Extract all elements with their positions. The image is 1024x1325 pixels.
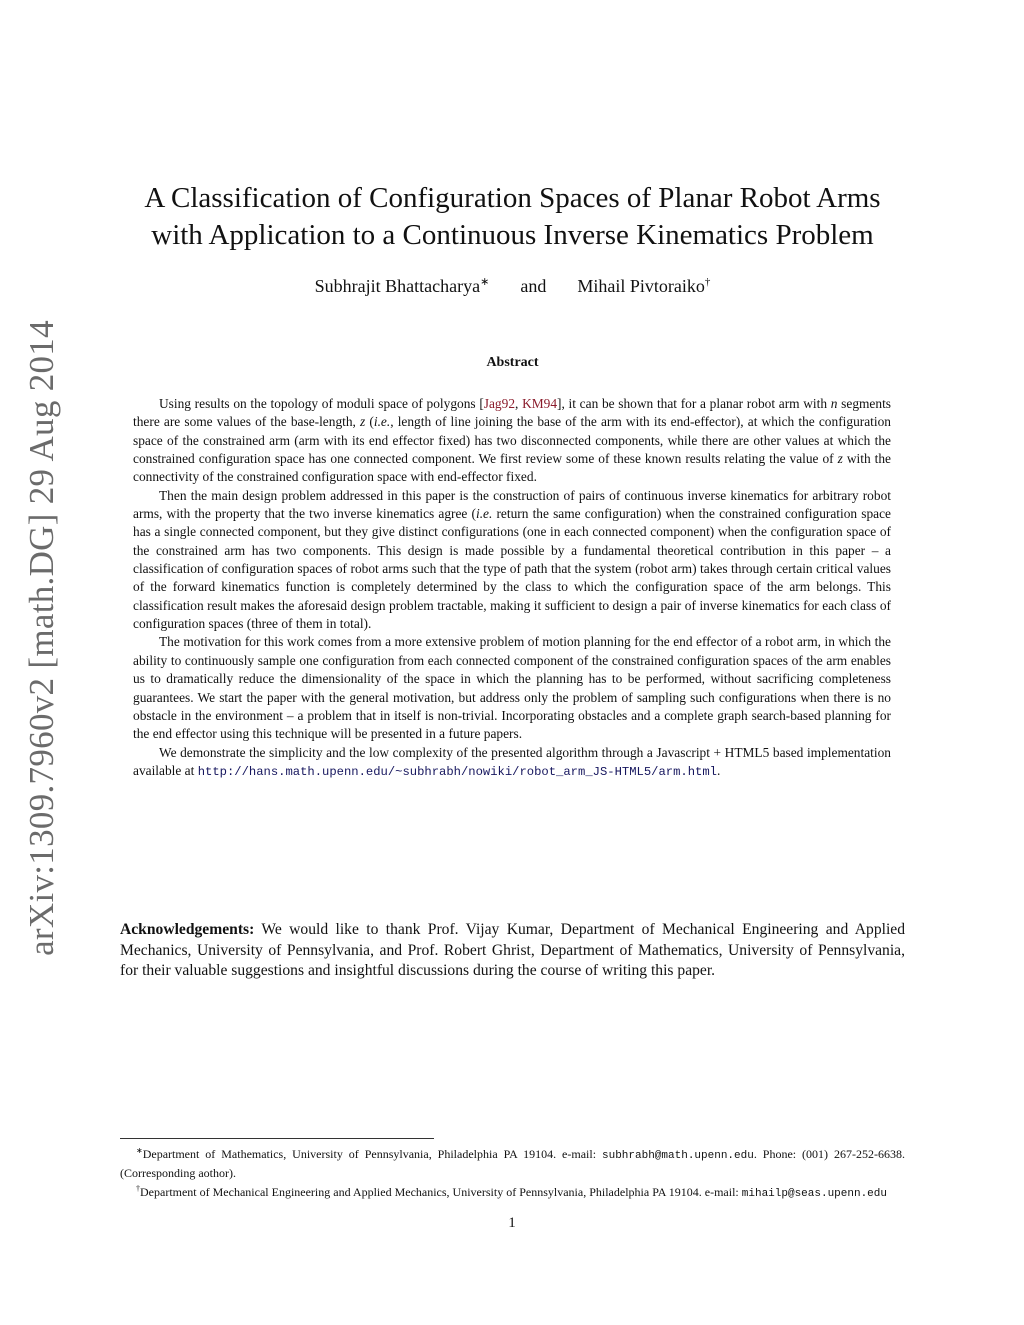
arxiv-identifier-stamp: arXiv:1309.7960v2 [math.DG] 29 Aug 2014	[22, 320, 61, 956]
math-z: z	[360, 414, 366, 430]
author-1: Subhrajit Bhattacharya	[314, 276, 481, 296]
footnote-1: ∗Department of Mathematics, University of Pennsylvania, Philadelphia PA 19104. e-mail: subhrabh@math.upenn.edu. Phone: (001) 267-252-6638. (Corresponding aothor).	[120, 1146, 905, 1180]
author-1-footnote-mark: ∗	[480, 276, 490, 288]
author-list	[120, 275, 905, 297]
author-conjunction: and	[520, 276, 547, 296]
footnotes	[120, 1143, 905, 1203]
footnote-divider	[120, 1138, 434, 1139]
title-line-1: A Classification of Configuration Spaces of Planar Robot Arms	[144, 182, 881, 214]
title-line-2: with Application to a Continuous Inverse Kinematics Problem	[151, 219, 874, 251]
page-number: 1	[508, 1215, 516, 1231]
implementation-url-link[interactable]: http://hans.math.upenn.edu/~subhrabh/nowiki/robot_arm_JS-HTML5/arm.html	[197, 764, 717, 779]
math-n: n	[830, 396, 838, 411]
abstract-paragraph-2: Then the main design problem addressed in this paper is the construction of pairs of continuous inverse kinematics for arbitrary robot arms, with the property that the two inverse kinematics agree (i.e. return the same configuration) when the constrained configuration space has a single connected component, but they give distinct configurations (one in each connected component) when the configuration space of the constrained arm has two components. This design is made possible by a fundamental theoretical contribution in this paper – a classification of configuration spaces of robot arms such that the type of path that the system (robot arm) takes through certain critical values of the forward kinematics function is completely determined by the class to which the configuration space of the arm belongs. This classification result makes the aforesaid design problem tractable, making it sufficient to design a pair of inverse kinematics for each class of configuration spaces (three of them in total).	[133, 487, 891, 632]
email-bhattacharya: subhrabh@math.upenn.edu	[602, 1150, 754, 1162]
citation-km94[interactable]: KM94	[522, 396, 558, 411]
abstract-paragraph-1: Using results on the topology of moduli space of polygons [Jag92, KM94], it can be shown that for a planar robot arm with n segments there are some values of the base-length, z (i.e., length of line joining the base of the arm with its end-effector), at which the configuration space of the constrained arm (arm with its end effector fixed) has two disconnected components, while there are other values at which the constrained configuration space has one connected component. We first review some of these known results relating the value of z with the connectivity of the constrained configuration space with end-effector fixed.	[133, 396, 892, 485]
acknowledgements-label: Acknowledgements:	[120, 921, 255, 938]
math-z: z	[837, 451, 843, 467]
acknowledgements	[120, 920, 905, 982]
abstract-body	[133, 395, 891, 781]
acknowledgements-text: We would like to thank Prof. Vijay Kumar, Department of Mechanical Engineering and Applied Mechanics, University of Pennsylvania, and Prof. Robert Ghrist, Department of Mathematics, University of Pennsylvania, for their valuable suggestions and insightful discussions during the course of writing this paper.	[120, 921, 905, 979]
abstract-heading: Abstract	[486, 355, 539, 370]
paper-title	[120, 180, 905, 254]
citation-jag92[interactable]: Jag92	[483, 396, 516, 411]
abstract-paragraph-3: The motivation for this work comes from a more extensive problem of motion planning for the end effector of a robot arm, in which the ability to continuously sample one configuration from each connected component of the constrained configuration spaces of the arm enables us to dramatically reduce the dimensionality of the space in which the planning has to be performed, without sacrificing completeness guarantees. We start the paper with the general motivation, but address only the problem of sampling such configurations when there is no obstacle in the environment – a problem that in itself is non-trivial. Incorporating obstacles and a complete graph search-based planning for the end effector using this technique will be presented in a future papers.	[133, 634, 891, 742]
author-2: Mihail Pivtoraiko	[577, 276, 705, 296]
footnote-2: †Department of Mechanical Engineering and Applied Mechanics, University of Pennsylvania, Philadelphia PA 19104. e-mail: mihailp@seas.upenn.edu	[136, 1184, 887, 1200]
email-pivtoraiko: mihailp@seas.upenn.edu	[741, 1188, 887, 1200]
abstract-paragraph-4: We demonstrate the simplicity and the low complexity of the presented algorithm through a Javascript + HTML5 based implementation available at http://hans.math.upenn.edu/~subhrabh/nowiki/robot_arm_JS-HTML5/arm.html.	[133, 744, 891, 779]
author-2-footnote-mark: †	[704, 276, 711, 288]
